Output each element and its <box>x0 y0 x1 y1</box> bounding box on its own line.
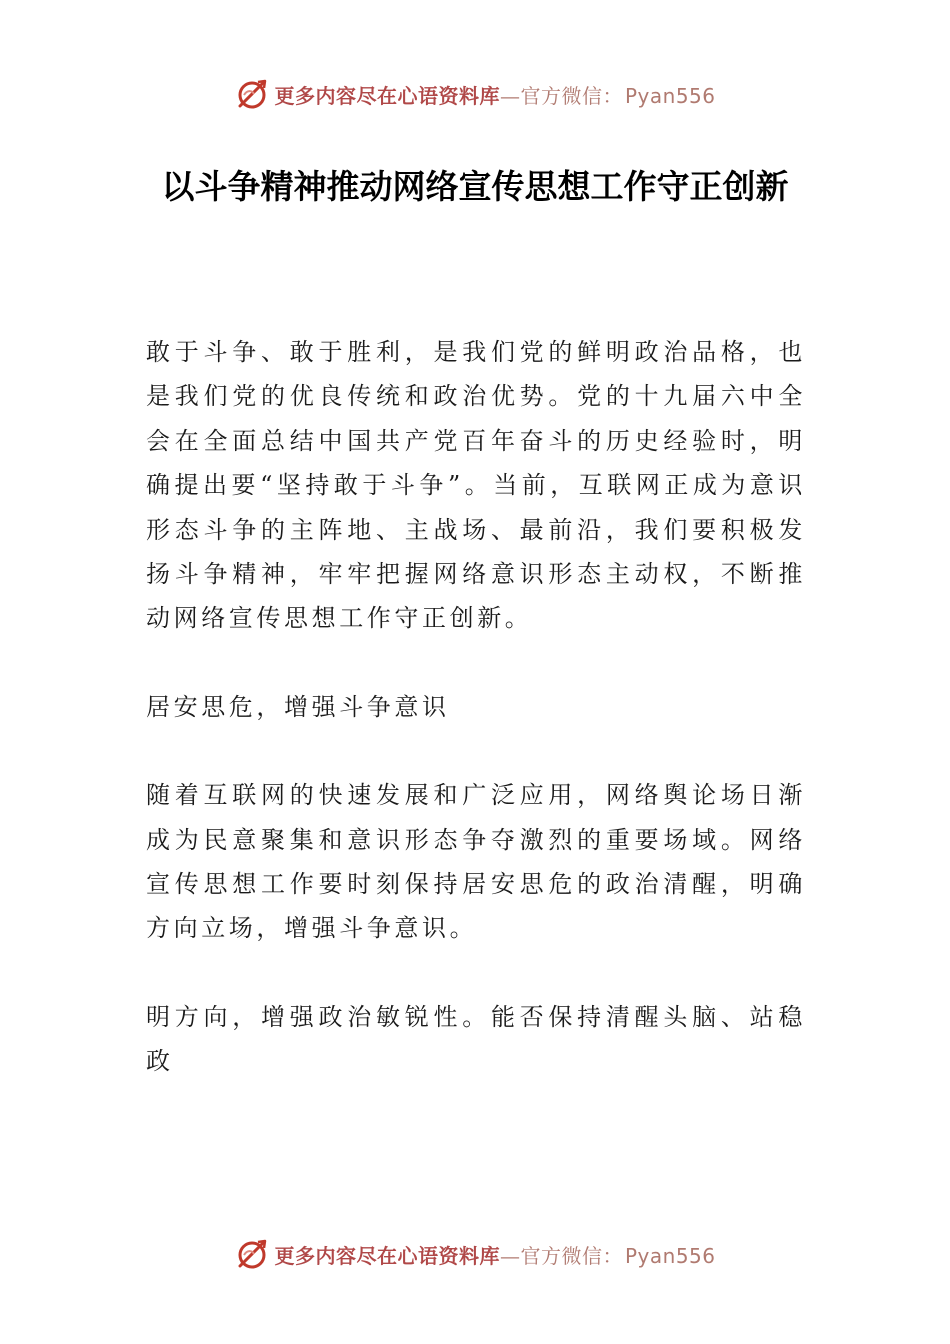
watermark-brand: 更多内容尽在心语资料库 <box>274 1243 500 1268</box>
paragraph-section-intro: 随着互联网的快速发展和广泛应用，网络舆论场日渐成为民意聚集和意识形态争夺激烈的重要场域。网络宣传思想工作要时刻保持居安思危的政治清醒，明确方向立场，增强斗争意识。 <box>146 781 806 943</box>
watermark-text <box>274 1240 715 1269</box>
header-watermark <box>0 72 950 116</box>
watermark-contact: —官方微信： <box>499 83 623 108</box>
brand-logo-icon <box>234 1236 270 1272</box>
watermark-wechat-id: Pyan556 <box>624 83 716 108</box>
section-heading: 居安思危，增强斗争意识 <box>146 692 450 721</box>
watermark-text <box>274 80 715 109</box>
brand-logo-icon <box>234 76 270 112</box>
watermark-brand: 更多内容尽在心语资料库 <box>274 83 500 108</box>
watermark-contact: —官方微信： <box>499 1243 623 1268</box>
document-body <box>146 330 806 1128</box>
paragraph-point-1: 明方向，增强政治敏锐性。能否保持清醒头脑、站稳政 <box>146 1002 806 1076</box>
document-title: 以斗争精神推动网络宣传思想工作守正创新 <box>161 167 789 206</box>
paragraph-intro: 敢于斗争、敢于胜利，是我们党的鲜明政治品格，也是我们党的优良传统和政治优势。党的十九届六中全会在全面总结中国共产党百年奋斗的历史经验时，明确提出要“坚持敢于斗争”。当前，互联网正成为意识形态斗争的主阵地、主战场、最前沿，我们要积极发扬斗争精神，牢牢把握网络意识形态主动权，不断推动网络宣传思想工作守正创新。 <box>146 338 806 633</box>
footer-watermark <box>0 1232 950 1276</box>
watermark-wechat-id: Pyan556 <box>624 1243 716 1268</box>
